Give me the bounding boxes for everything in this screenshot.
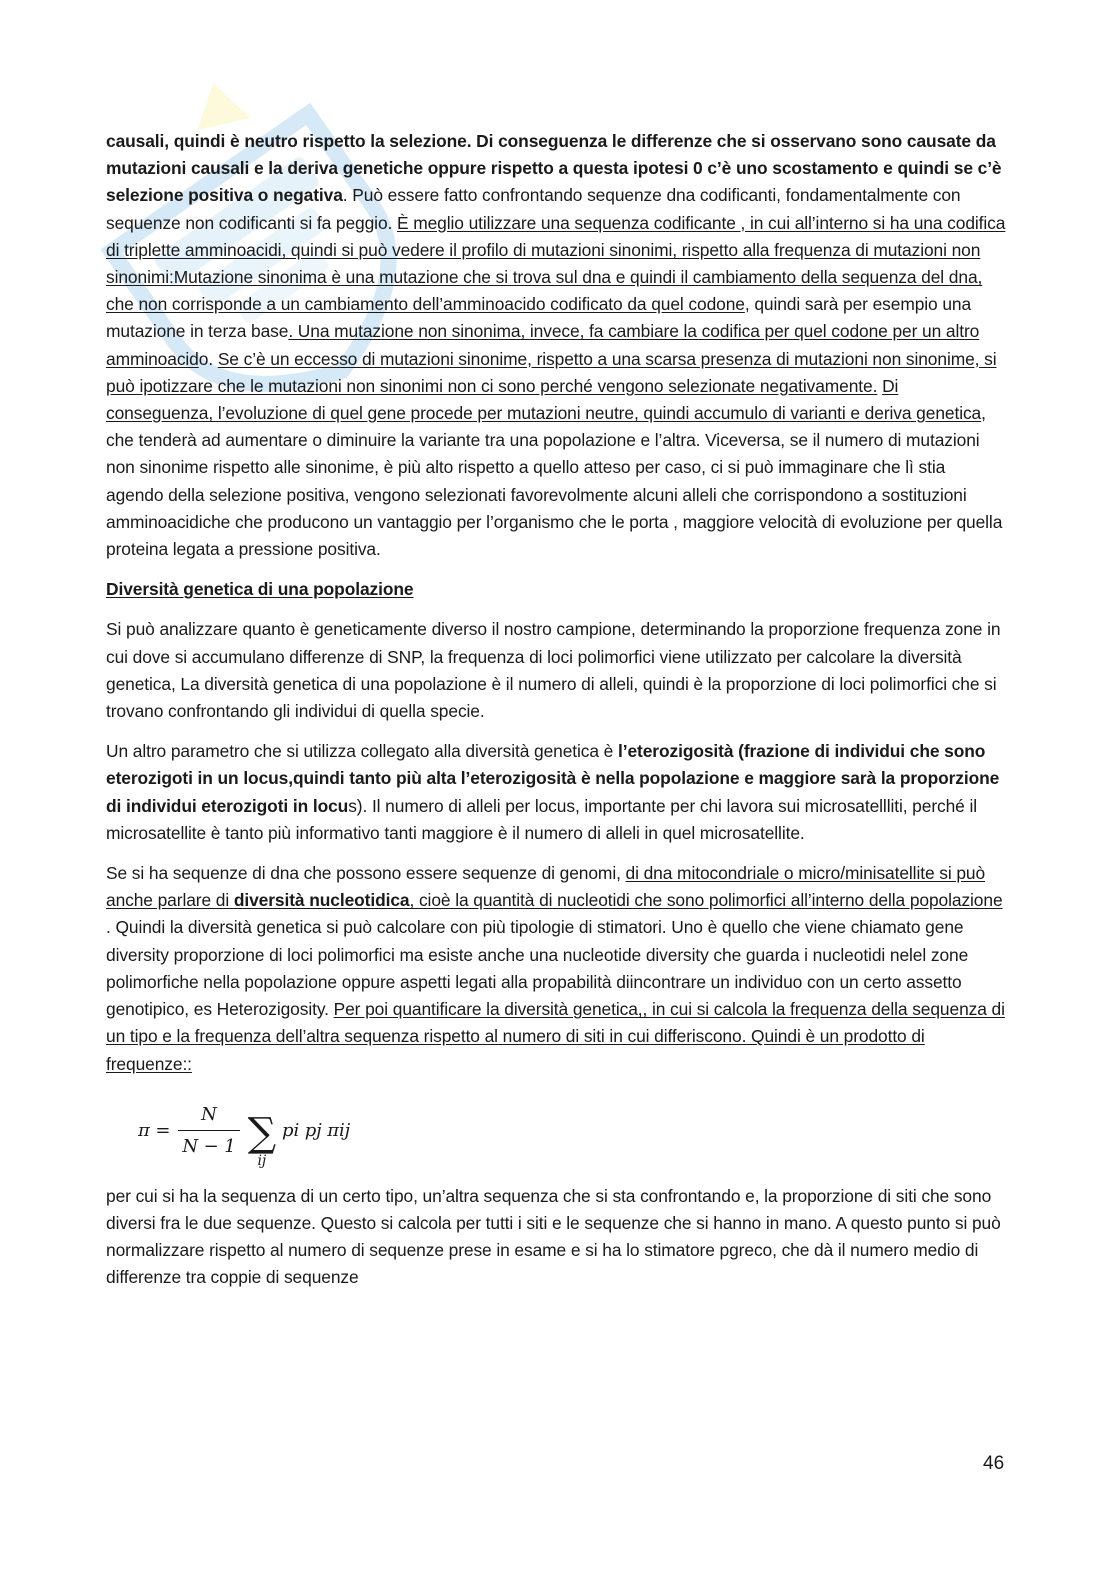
paragraph-heterozygosity: [106, 738, 1006, 847]
formula-denominator: N − 1: [178, 1130, 239, 1160]
text-span: , quindi sarà per esempio una mutazione in terza base: [106, 294, 972, 342]
text-span: o.: [198, 348, 218, 369]
formula-subscript: ij: [257, 1152, 267, 1169]
bold-text: l’eterozigosità (frazione di individui che sono eterozigoti in un locus,quindi tanto più alta l’eterozigosità è nella popolazione e maggiore sarà la proporzione di individui eterozigoti in locu: [106, 741, 1000, 816]
formula-summation: [247, 1109, 277, 1169]
underlined-text: Per poi quantificare la diversità genetica,, in cui si calcola la frequenza della sequenza di un tipo e la frequenza dell’altra sequenza rispetto al numero di siti in cui differiscono. Quindi è un prodotto di frequenze::: [106, 999, 1005, 1074]
formula-lhs: π =: [138, 1120, 171, 1142]
text-span: Se si ha sequenze di dna che possono essere sequenze di genomi,: [106, 863, 626, 884]
paragraph-nucleotide-diversity: [106, 860, 1006, 1078]
text-span: , che tenderà ad aumentare o diminuire la variante tra una popolazione e l’altra. Viceversa, se il numero di mutazioni non sinonime rispetto alle sinonime, è più alto rispetto a quello atteso per caso, ci si può immaginare che lì stia agendo della selezione positiva, vengono selezionati favorevolmente alcuni alleli che corrispondono a sostituzioni amminoacidiche che producono un vantaggio per l’organismo che le porta , maggiore velocità di evoluzione per quella proteina legata a pressione positiva.: [106, 403, 1003, 560]
bold-text: causali, quindi è neutro rispetto la selezione. Di conseguenza le differenze che si osservano sono causate da mutazioni causali e la deriva genetiche oppure rispetto a questa ipotesi 0 c’è uno scostamento e quindi se c’è selezione positiva o negativa: [106, 131, 1002, 206]
underlined-text: , cioè la quantità di nucleotidi che sono polimorfici all’interno della popolazione: [409, 890, 1003, 911]
underlined-text: È meglio utilizzare una sequenza codificante , in cui all’interno si ha una codifica di triplette amminoacidi, quindi si può vedere il profilo di mutazioni sinonimi, rispetto alla frequenza di mutazioni non sinonimi:Mutazione sinonima è una mutazione che si trova sul dna e quindi il cambiamento della sequenza del dna, che non corrisponde a un cambiamento dell’amminoacido codificato da quel codone: [106, 212, 1006, 315]
text-span: . Può essere fatto confrontando sequenze dna codificanti, fondamentalmente con sequenze non codificanti si fa peggio.: [106, 185, 961, 233]
paragraph-estimator: per cui si ha la sequenza di un certo tipo, un’altra sequenza che si sta confrontando e, la proporzione di siti che sono diversi fra le due sequenze. Questo si calcola per tutti i siti e le sequenze che si hanno in mano. A questo punto si può normalizzare rispetto al numero di sequenze prese in esame e si ha lo stimatore pgreco, che dà il numero medio di differenze tra coppie di sequenze: [106, 1185, 1001, 1288]
bold-underlined-text: diversità nucleotidica: [233, 890, 410, 911]
text-span: Un altro parametro che si utilizza collegato alla diversità genetica è: [106, 741, 618, 762]
paragraph-genetic-diversity: Si può analizzare quanto è geneticamente diverso il nostro campione, determinando la proporzione frequenza zone in cui dove si accumulano differenze di SNP, la frequenza di loci polimorfici viene utilizzato per calcolare la diversità genetica, La diversità genetica di una popolazione è il numero di alleli, quindi è la proporzione di loci polimorfici che si trovano confrontando gli individui di quella specie.: [106, 619, 1001, 722]
paragraph-selection: [106, 128, 1006, 563]
underlined-text: Se c’è un eccesso di mutazioni sinonime, rispetto a una scarsa presenza di mutazioni non sinonime, si può ipotizzare che le mutazioni non sinonimi non ci sono perché vengono selezionate negativamente.: [106, 348, 997, 396]
underlined-text: Di conseguenza, l’evoluzione di quel gene procede per mutazioni neutre, quindi accumulo di varianti e deriva genetica: [106, 375, 982, 424]
underlined-text: . Una mutazione non sinonima, invece, fa cambiare la codifica per quel codone per un altro amminoacid: [106, 321, 980, 369]
formula-fraction: [178, 1101, 239, 1160]
sigma-symbol: ∑: [247, 1109, 277, 1156]
section-heading: Diversità genetica di una popolazione: [106, 579, 414, 600]
text-span: s). Il numero di alleli per locus, importante per chi lavora sui microsatellliti, perché il microsatellite è tanto più informativo tanti maggiore è il numero di alleli in quel microsatellite.: [106, 795, 978, 843]
document-body: [106, 128, 1006, 1305]
page-number: 46: [983, 1453, 1005, 1474]
formula-terms: pi pj πij: [282, 1120, 351, 1142]
underlined-text: di dna mitocondriale o micro/minisatellite si può anche parlare di: [106, 863, 986, 911]
text-span: . Quindi la diversità genetica si può calcolare con più tipologie di stimatori. Uno è quello che viene chiamato gene diversity proporzione di loci polimorfici ma esiste anche una nucleotide diversity che guarda i nucleotidi nelel zone polimorfiche nella popolazione oppure aspetti legati alla propabilità diincontrare un individuo con un certo assetto genotipico, es Heterozigosity.: [106, 917, 969, 1020]
nucleotide-diversity-formula: [138, 1091, 1006, 1171]
formula-numerator: N: [201, 1104, 217, 1125]
